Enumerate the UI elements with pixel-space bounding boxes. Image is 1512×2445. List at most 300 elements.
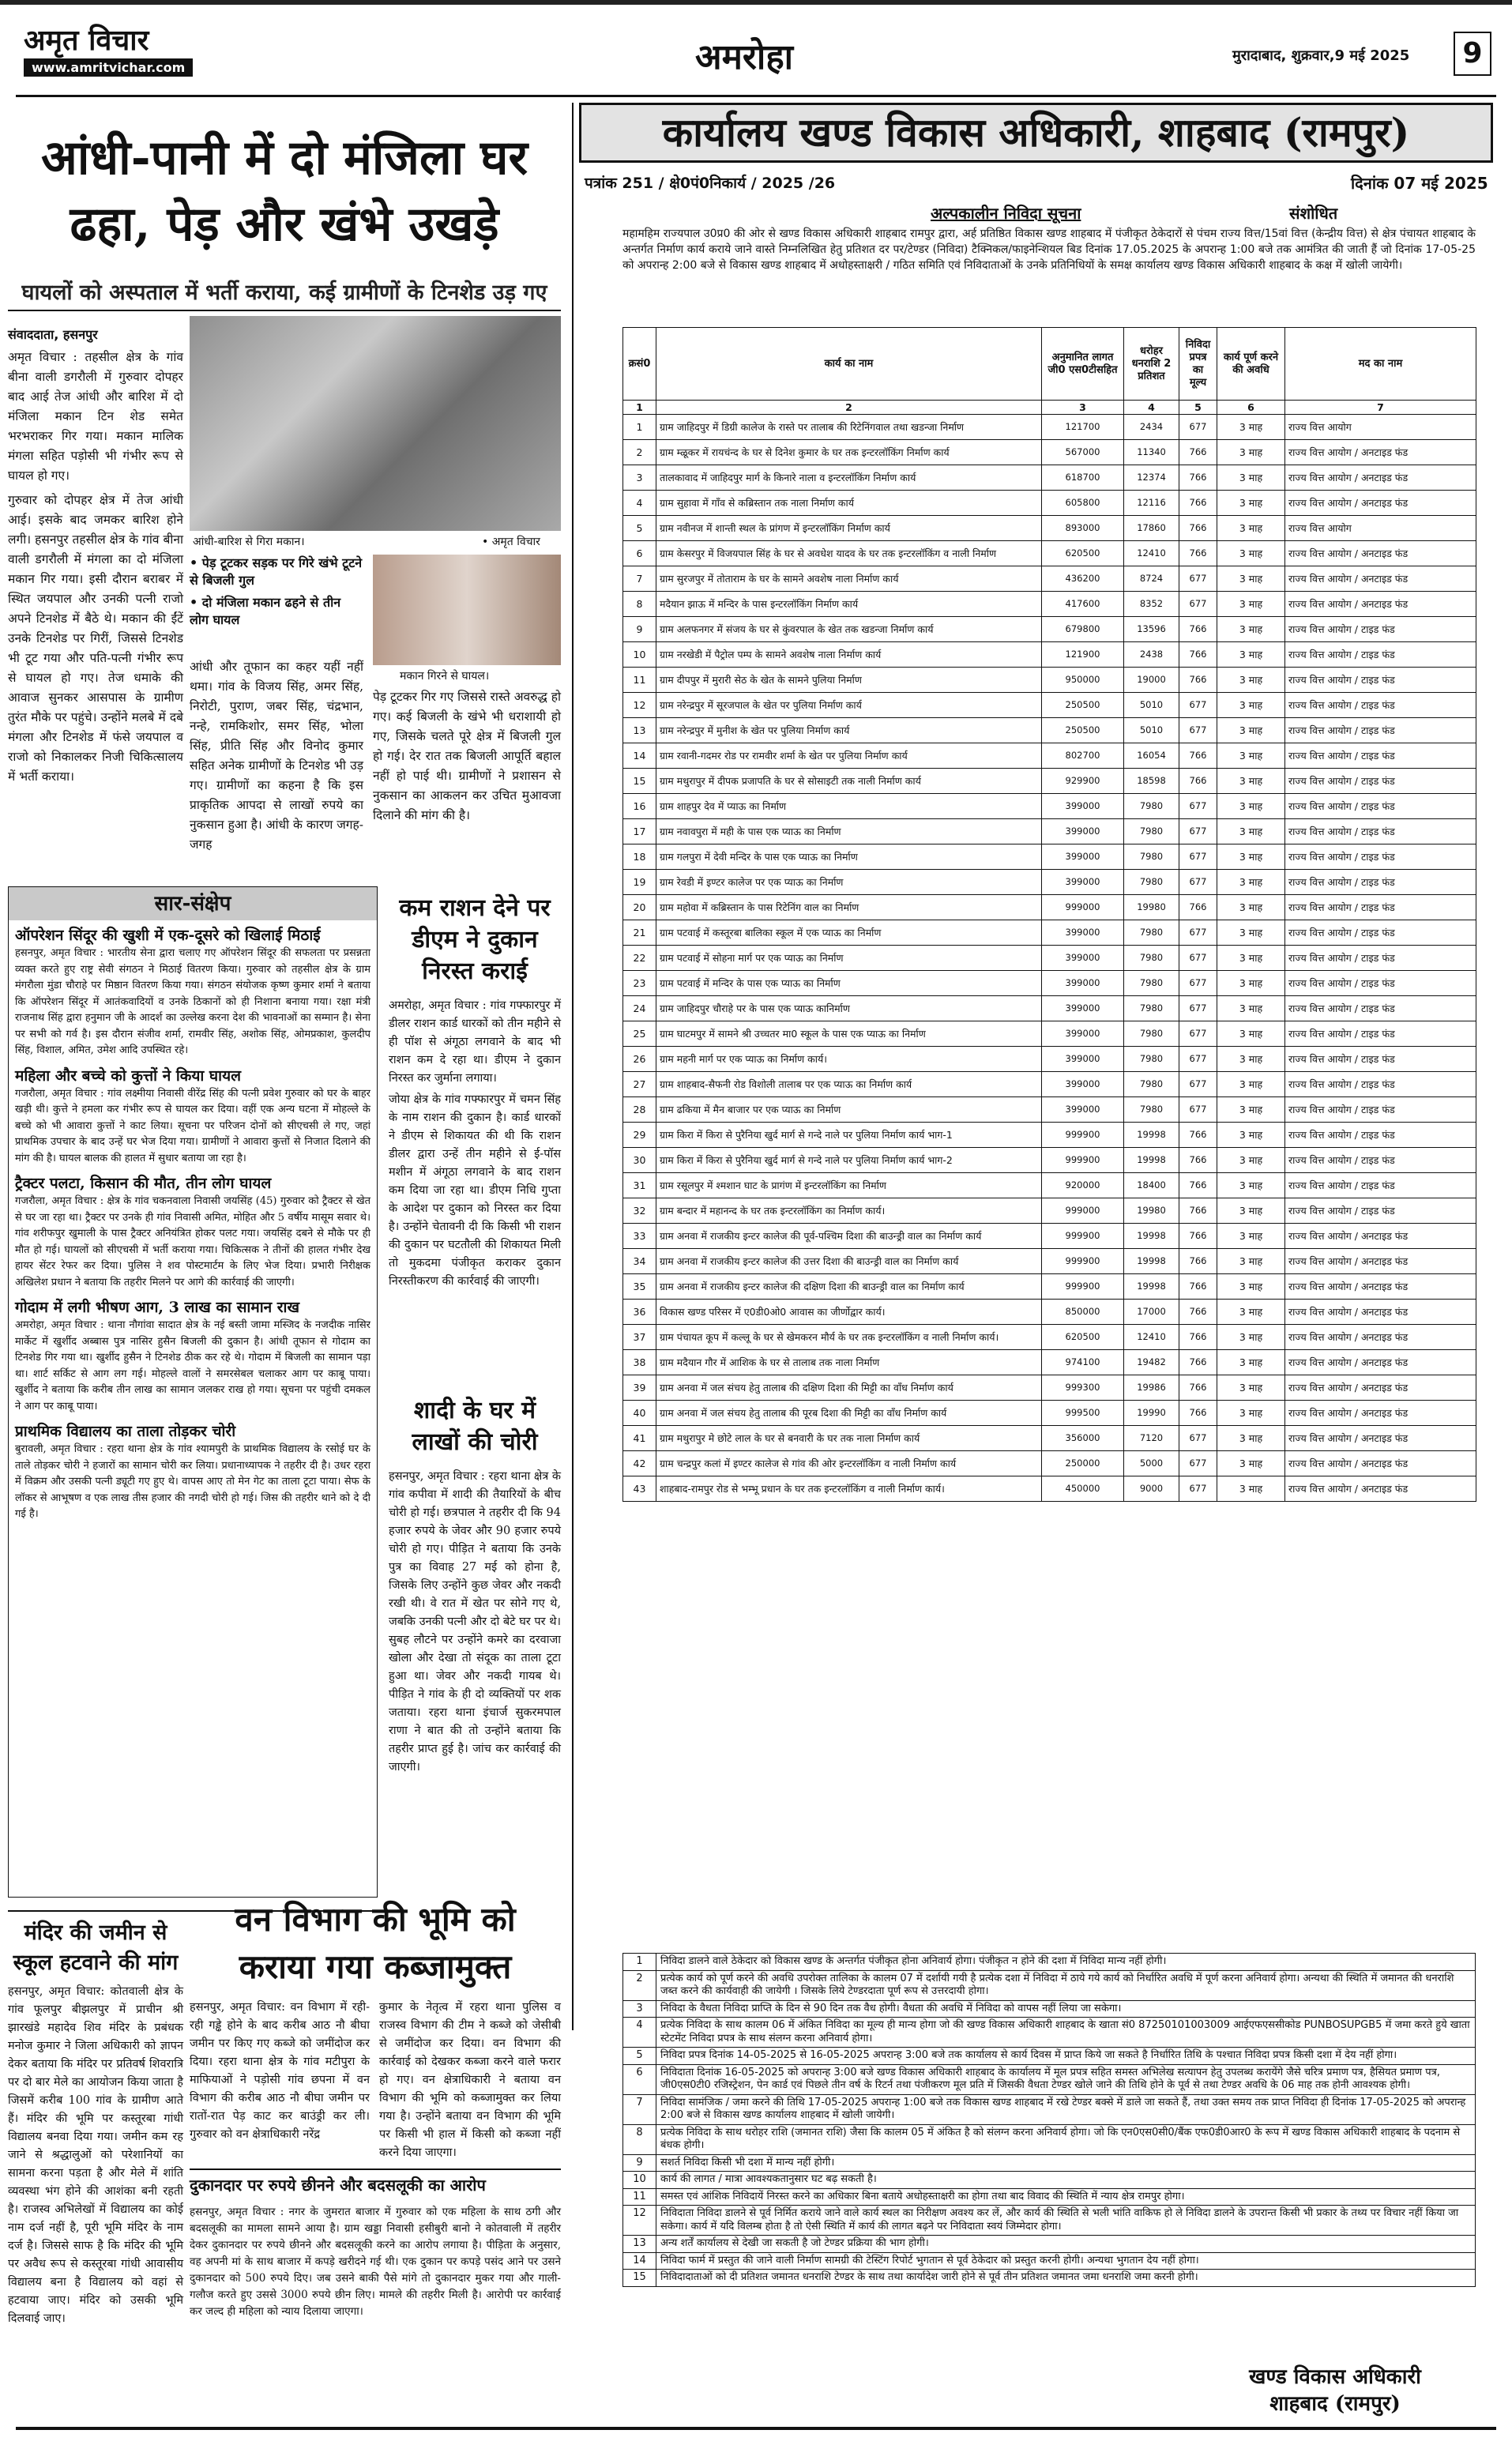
duration-cell: 3 माह <box>1217 642 1285 668</box>
condition-text: निविदा फार्म में प्रस्तुत की जाने वाली निर्माण सामग्री की टेस्टिंग रिपोर्ट भुगतान से पूर्व ठेकेदार को प्रस्तुत करनी होगी। अन्यथा भुगतान देय नहीं होगा। <box>656 2252 1476 2270</box>
forest-headline-line2: कराया गया कब्जामुक्त <box>239 1947 512 1986</box>
form-fee-cell: 766 <box>1179 895 1217 920</box>
deposit-cell: 2434 <box>1124 415 1179 440</box>
table-row <box>623 1274 1476 1300</box>
forest-headline <box>190 1896 561 1991</box>
table-row <box>623 541 1476 566</box>
deposit-cell: 16054 <box>1124 743 1179 769</box>
table-row <box>623 1325 1476 1350</box>
cost-cell: 450000 <box>1042 1476 1124 1502</box>
work-name-cell: ग्राम मथुरापुर में दीपक प्रजापति के घर से सोसाइटी तक नाली निर्माण कार्य <box>656 769 1042 794</box>
serial-cell: 13 <box>623 718 656 743</box>
duration-cell: 3 माह <box>1217 1375 1285 1401</box>
table-row <box>623 794 1476 819</box>
ration-headline: कम राशन देने पर डीएम ने दुकान निरस्त कराई <box>399 894 551 985</box>
brief-item <box>15 1066 370 1168</box>
form-fee-cell: 766 <box>1179 541 1217 566</box>
fund-head-cell: राज्य वित्त आयोग / अनटाइड फंड <box>1285 1401 1476 1426</box>
work-name-cell: ग्राम अलफनगर में संजय के घर से कुंवरपाल के खेत तक खडन्जा निर्माण कार्य <box>656 617 1042 642</box>
condition-text: कार्य की लागत / मात्रा आवश्यकतानुसार घट बढ़ सकती है। <box>656 2172 1476 2189</box>
condition-row <box>623 2018 1476 2048</box>
work-name-cell: ग्राम नरेन्द्रपुर में मुनीश के खेत पर पुलिया निर्माण कार्य <box>656 718 1042 743</box>
serial-cell: 24 <box>623 996 656 1021</box>
work-name-cell: ग्राम ढकिया में मैन बाजार पर एक प्याऊ का निर्माण <box>656 1097 1042 1123</box>
table-row <box>623 617 1476 642</box>
briefs-box <box>8 886 378 1898</box>
form-fee-cell: 766 <box>1179 440 1217 465</box>
form-fee-cell: 677 <box>1179 1072 1217 1097</box>
form-fee-cell: 766 <box>1179 465 1217 491</box>
form-fee-cell: 677 <box>1179 996 1217 1021</box>
brief-body: अमरोहा, अमृत विचार : थाना नौगांवा सादात क्षेत्र के नई बस्ती जामा मस्जिद के नजदीक नासिर मार्केट में खुर्शीद अब्बास पुत्र नासिर हुसैन बिजली की दुकान है। आंधी तूफान से गोदाम का टिनशेड गिर गया था। खुर्शीद हुसैन ने टिनशेड ठीक कर रहे थे। गोदाम में बिजली का सामान पड़ा था। शार्ट सर्किट से आग लग गई। मोहल्ले वालों ने समरसेबल चलाकर आग पर काबू पाया। खुर्शीद ने बताया कि करीब तीन लाख का सामान जलकर राख हो गया। सूचना पर पहुंची दमकल ने आग पर काबू पाया। <box>15 1319 370 1412</box>
col-header: कार्य का नाम <box>656 328 1042 401</box>
cost-cell: 417600 <box>1042 592 1124 617</box>
form-fee-cell: 766 <box>1179 516 1217 541</box>
serial-cell: 1 <box>623 415 656 440</box>
deposit-cell: 8724 <box>1124 566 1179 592</box>
brief-body: गजरौला, अमृत विचार : क्षेत्र के गांव चकनवाला निवासी जयसिंह (45) गुरुवार को ट्रैक्टर से खेत से घर जा रहा था। ट्रैक्टर पर उनके ही गांव निवासी अमित, मोहित और 5 वर्षीय मासूम सवार थे। गांव शरीफपुर खुमाली के पास ट्रैक्टर अनियंत्रित होकर पलट गया। जयसिंह दबने से मौके पर ही मौत हो गई। घायलों को सीएचसी में भर्ती कराया गया। चिकित्सक ने तीनों की हालत गंभीर देख हायर सेंटर रेफर कर दिया। पुलिस ने शव पोस्टमार्टम के लिए भेज दिया। प्रभारी निरीक्षक अखिलेश प्रधान ने बताया कि तहरीर मिलने पर आगे की कार्रवाई की जाएगी। <box>15 1195 370 1288</box>
cost-cell: 620500 <box>1042 541 1124 566</box>
brief-headline: गोदाम में लगी भीषण आग, 3 लाख का सामान राख <box>15 1299 300 1316</box>
lead-photo-credit: • अमृत विचार <box>482 536 540 548</box>
duration-cell: 3 माह <box>1217 1123 1285 1148</box>
duration-cell: 3 माह <box>1217 946 1285 971</box>
deposit-cell: 19986 <box>1124 1375 1179 1401</box>
duration-cell: 3 माह <box>1217 668 1285 693</box>
masthead-rule <box>16 95 1496 97</box>
serial-cell: 7 <box>623 566 656 592</box>
table-row <box>623 819 1476 844</box>
table-row <box>623 1021 1476 1047</box>
deposit-cell: 7980 <box>1124 996 1179 1021</box>
work-name-cell: ग्राम महनी मार्ग पर एक प्याऊ का निर्माण कार्य। <box>656 1047 1042 1072</box>
fund-head-cell: राज्य वित्त आयोग / टाइड फंड <box>1285 971 1476 996</box>
work-name-cell: ग्राम नरेन्द्रपुर में सूरजपाल के खेत पर पुलिया निर्माण कार्य <box>656 693 1042 718</box>
brief-headline: ऑपरेशन सिंदूर की खुशी में एक-दूसरे को खिलाई मिठाई <box>15 927 321 944</box>
serial-cell: 6 <box>623 541 656 566</box>
condition-text: प्रत्येक कार्य को पूर्ण करने की अवधि उपरोक्त तालिका के कालम 07 में दर्शायी गयी है प्रत्येक दशा में निविदा में ठाये गये कार्य को निर्धारित अवधि में पूर्ण करना अनिवार्य होगा। अन्यथा की स्थिति में जमानत की धनराशि जब्त करने की कार्यवाही की जायेगी । जिसके लिये टेण्डरदाता पूर्ण रूप से उत्तरदायी होगा। <box>656 1970 1476 2000</box>
form-fee-cell: 766 <box>1179 743 1217 769</box>
form-fee-cell: 677 <box>1179 1451 1217 1476</box>
form-fee-cell: 677 <box>1179 819 1217 844</box>
table-row <box>623 1350 1476 1375</box>
cost-cell: 436200 <box>1042 566 1124 592</box>
work-name-cell: ग्राम नरखेडी में पैट्रोल पम्प के सामने अवशेष नाला निर्माण कार्य <box>656 642 1042 668</box>
serial-cell: 11 <box>623 668 656 693</box>
serial-cell: 3 <box>623 465 656 491</box>
duration-cell: 3 माह <box>1217 1300 1285 1325</box>
cost-cell: 605800 <box>1042 491 1124 516</box>
work-name-cell: ग्राम सुरजपुर में तोताराम के घर के सामने अवशेष नाला निर्माण कार्य <box>656 566 1042 592</box>
table-row <box>623 566 1476 592</box>
work-name-cell: ग्राम पटवाई में मन्दिर के पास एक प्याऊ का निर्माण <box>656 971 1042 996</box>
deposit-cell: 7980 <box>1124 1097 1179 1123</box>
form-fee-cell: 677 <box>1179 415 1217 440</box>
cost-cell: 399000 <box>1042 870 1124 895</box>
fund-head-cell: राज्य वित्त आयोग / टाइड फंड <box>1285 844 1476 870</box>
condition-text: समस्त एवं आंशिक निविदायें निरस्त करने का अधिकार बिना बताये अधोहस्ताक्षरी का होगा तथा बाद विवाद की स्थिति में न्याय क्षेत्र रामपुर होगा। <box>656 2188 1476 2206</box>
work-name-cell: ग्राम बन्दार में महानन्द के घर तक इन्टरलॉकिंग का निर्माण कार्य। <box>656 1198 1042 1224</box>
cost-cell: 399000 <box>1042 946 1124 971</box>
duration-cell: 3 माह <box>1217 996 1285 1021</box>
duration-cell: 3 माह <box>1217 1426 1285 1451</box>
deposit-cell: 19980 <box>1124 895 1179 920</box>
col-header: निविदा प्रपत्र का मूल्य <box>1179 328 1217 401</box>
deposit-cell: 7120 <box>1124 1426 1179 1451</box>
deposit-cell: 5010 <box>1124 693 1179 718</box>
fund-head-cell: राज्य वित्त आयोग / टाइड फंड <box>1285 1047 1476 1072</box>
deposit-cell: 19000 <box>1124 668 1179 693</box>
dateline: मुरादाबाद, शुक्रवार,9 मई 2025 <box>1232 47 1410 64</box>
lead-bullet-1: • पेड़ टूटकर सड़क पर गिरे खंभे टूटने से बिजली गुल <box>190 555 363 588</box>
form-fee-cell: 766 <box>1179 1198 1217 1224</box>
work-name-cell: ग्राम किरा में किरा से पुरैनिया खुर्द मार्ग से गन्दे नाले पर पुलिया निर्माण कार्य भाग-1 <box>656 1123 1042 1148</box>
bottom-rule <box>16 2427 1496 2430</box>
work-name-cell: ग्राम मथुरापुर मे छोटे लाल के घर से बनवारी के घर तक नाला निर्माण कार्य <box>656 1426 1042 1451</box>
work-name-cell: ग्राम म्ळूकर में रायचंन्द के घर से दिनेश कुमार के घर तक इन्टरलॉकिंग निर्माण कार्य <box>656 440 1042 465</box>
serial-cell: 30 <box>623 1148 656 1173</box>
masthead-logo <box>24 22 205 101</box>
form-fee-cell: 677 <box>1179 1047 1217 1072</box>
serial-cell: 26 <box>623 1047 656 1072</box>
work-name-cell: ग्राम पटवाई में कस्तूरबा बालिका स्कूल में एक प्याऊ का निर्माण <box>656 920 1042 946</box>
cost-cell: 999000 <box>1042 895 1124 920</box>
table-row <box>623 920 1476 946</box>
index-cell: 5 <box>1179 401 1217 415</box>
serial-cell: 43 <box>623 1476 656 1502</box>
index-cell: 3 <box>1042 401 1124 415</box>
work-name-cell: ग्राम अनवा में राजकीय इन्टर कालेज की दक्षिण दिशा की बाउन्ड्री वाल का निर्माण कार्य <box>656 1274 1042 1300</box>
lead-subhead: घायलों को अस्पताल में भर्ती कराया, कई ग्रामीणों के टिनशेड उड़ गए <box>21 280 547 305</box>
deposit-cell: 5010 <box>1124 718 1179 743</box>
form-fee-cell: 677 <box>1179 1097 1217 1123</box>
form-fee-cell: 766 <box>1179 1123 1217 1148</box>
form-fee-cell: 766 <box>1179 1401 1217 1426</box>
condition-number: 3 <box>623 2000 656 2018</box>
tender-ref: पत्रांक 251 / क्षे0पं0निकार्य / 2025 /26 <box>585 175 836 192</box>
fund-head-cell: राज्य वित्त आयोग / अनटाइड फंड <box>1285 1426 1476 1451</box>
condition-row <box>623 2154 1476 2172</box>
work-name-cell: ग्राम अनवा में जल संचय हेतु तालाब की पूरब दिशा की मिट्टी का वाँध निर्माण कार्य <box>656 1401 1042 1426</box>
serial-cell: 28 <box>623 1097 656 1123</box>
form-fee-cell: 766 <box>1179 1350 1217 1375</box>
cost-cell: 950000 <box>1042 668 1124 693</box>
fund-head-cell: राज्य वित्त आयोग <box>1285 516 1476 541</box>
deposit-cell: 7980 <box>1124 844 1179 870</box>
deposit-cell: 18400 <box>1124 1173 1179 1198</box>
deposit-cell: 7980 <box>1124 1047 1179 1072</box>
table-row <box>623 1249 1476 1274</box>
paper-name: अमृत विचार <box>24 24 149 57</box>
deposit-cell: 7980 <box>1124 1021 1179 1047</box>
table-row <box>623 1375 1476 1401</box>
table-row <box>623 1451 1476 1476</box>
work-name-cell: ग्राम दीपपुर में मुरारी सेठ के खेत के सामने पुलिया निर्माण <box>656 668 1042 693</box>
tender-rows <box>623 415 1476 1502</box>
duration-cell: 3 माह <box>1217 440 1285 465</box>
work-name-cell: ग्राम अनवा में जल संचय हेतु तालाब की दक्षिण दिशा की मिट्टी का वाँध निर्माण कार्य <box>656 1375 1042 1401</box>
lead-photo-collapsed-house <box>190 316 561 531</box>
tender-table <box>622 327 1476 1502</box>
form-fee-cell: 766 <box>1179 1148 1217 1173</box>
serial-cell: 35 <box>623 1274 656 1300</box>
fund-head-cell: राज्य वित्त आयोग / अनटाइड फंड <box>1285 566 1476 592</box>
cost-cell: 399000 <box>1042 1021 1124 1047</box>
signature-title: खण्ड विकास अधिकारी <box>1249 2365 1421 2389</box>
duration-cell: 3 माह <box>1217 1021 1285 1047</box>
fund-head-cell: राज्य वित्त आयोग / टाइड फंड <box>1285 1097 1476 1123</box>
tender-title: अल्पकालीन निविदा सूचना <box>931 204 1081 223</box>
signature-place: शाहबाद (रामपुर) <box>1269 2392 1401 2416</box>
brief-body: हसनपुर, अमृत विचार : भारतीय सेना द्वारा चलाए गए ऑपरेशन सिंदूर की सफलता पर प्रसन्नता व्यक्त करते हुए राष्ट्र सेवी संगठन ने मिठाई वितरण किया। गुरुवार को तहसील क्षेत्र के ग्राम मंगरौला मुंडा चौराहे पर मिष्ठान वितरण किया गया। संगठन संयोजक कृष्ण कुमार शर्मा ने बताया कि ऑपरेशन सिंदूर में आतंकवादियों व उनके ठिकानों को ही निशाना बनाया गया। रक्षा मंत्री राजनाथ सिंह द्वारा हनुमान जी के आदर्श का उल्लेख करना देश की भावनाओं का सम्मान है। सेना पर सभी को गर्व है। इस दौरान संजीव शर्मा, रामवीर सिंह, अशोक सिंह, ओमप्रकाश, कुलदीप सिंह, विशाल, अमित, उमेश आदि उपस्थित रहे। <box>15 947 370 1056</box>
deposit-cell: 19998 <box>1124 1249 1179 1274</box>
condition-text: निविदा प्रपत्र दिनांक 14-05-2025 से 16-05-2025 अपरान्ह 3:00 बजे तक कार्यालय से कार्य दिवस में प्राप्त किये जा सकते है निर्धारित तिथि के पश्चात निविदा प्रपत्र किसी दशा में देय नहीं होगा। <box>656 2048 1476 2065</box>
lead-photo-caption: आंधी-बारिश से गिरा मकान। <box>193 536 305 548</box>
table-row <box>623 870 1476 895</box>
table-row <box>623 440 1476 465</box>
form-fee-cell: 677 <box>1179 794 1217 819</box>
briefs-title: सार-संक्षेप <box>9 887 377 920</box>
forest-col2: कुमार के नेतृत्व में रहरा थाना पुलिस व राजस्व विभाग की टीम ने कब्जे को जेसीबी से जमींदोज कर दिया। वन विभाग की कार्रवाई को देखकर कब्जा करने वाले फरार हो गए। वन क्षेत्राधिकारी ने बताया वन विभाग की भूमि को कब्जामुक्त कर लिया गया है। उन्होंने बताया वन विभाग की भूमि पर किसी भी हाल में किसी को कब्जा नहीं करने दिया जाएगा। <box>379 2001 561 2159</box>
duration-cell: 3 माह <box>1217 415 1285 440</box>
fund-head-cell: राज्य वित्त आयोग / टाइड फंड <box>1285 1148 1476 1173</box>
form-fee-cell: 677 <box>1179 693 1217 718</box>
cost-cell: 999900 <box>1042 1224 1124 1249</box>
table-row <box>623 946 1476 971</box>
duration-cell: 3 माह <box>1217 566 1285 592</box>
form-fee-cell: 766 <box>1179 1249 1217 1274</box>
serial-cell: 29 <box>623 1123 656 1148</box>
serial-cell: 9 <box>623 617 656 642</box>
duration-cell: 3 माह <box>1217 1274 1285 1300</box>
fund-head-cell: राज्य वित्त आयोग / अनटाइड फंड <box>1285 1274 1476 1300</box>
fund-head-cell: राज्य वित्त आयोग / टाइड फंड <box>1285 668 1476 693</box>
form-fee-cell: 677 <box>1179 1476 1217 1502</box>
duration-cell: 3 माह <box>1217 693 1285 718</box>
condition-text: निविदादाताओं को दी प्रतिशत जमानत धनराशि टेण्डर के साथ तथा कार्यादेश जारी होने से पूर्व तीन प्रतिशत जमानत जमा धनराशि जमा करनी होगी। <box>656 2270 1476 2287</box>
cost-cell: 121700 <box>1042 415 1124 440</box>
tender-intro: महामहिम राज्यपाल उ0प्र0 की ओर से खण्ड विकास अधिकारी शाहबाद रामपुर द्वारा, अर्ह प्रतिष्ठित विकास खण्ड शाहबाद में पंजीकृत ठेकेदारों से पंचम राज्य वित्त/15वां वित्त (केन्द्रीय वित्त) से क्षेत्र पंचायत शाहबाद के अन्तर्गत निर्माण कार्य कराये जाने वास्ते निम्नलिखित हेतु प्रतिशत दर पर/टेण्डर (निविदा) टैक्निकल/फाइनेन्शियल बिड दिनांक 17.05.2025 के अपरान्ह 1:00 बजे तक आमंत्रित की जाती हैं जो दिनांक 17-05-25 को अपरान्ह 2:00 बजे से विकास खण्ड शाहबाद में अधोहस्ताक्षरी / गठित समिति एवं निविदाताओं के उनके प्रतिनिधियों के समक्ष कार्यालय खण्ड विकास अधिकारी शाहबाद के कक्ष में खोली जायेगी। <box>622 228 1476 272</box>
form-fee-cell: 677 <box>1179 946 1217 971</box>
condition-number: 11 <box>623 2188 656 2206</box>
form-fee-cell: 766 <box>1179 769 1217 794</box>
duration-cell: 3 माह <box>1217 516 1285 541</box>
form-fee-cell: 766 <box>1179 491 1217 516</box>
cost-cell: 399000 <box>1042 920 1124 946</box>
duration-cell: 3 माह <box>1217 465 1285 491</box>
top-bar <box>0 0 1512 5</box>
deposit-cell: 11340 <box>1124 440 1179 465</box>
duration-cell: 3 माह <box>1217 1451 1285 1476</box>
deposit-cell: 19998 <box>1124 1274 1179 1300</box>
cost-cell: 567000 <box>1042 440 1124 465</box>
deposit-cell: 12410 <box>1124 541 1179 566</box>
condition-number: 5 <box>623 2048 656 2065</box>
lead-headline-line2: ढहा, पेड़ और खंभे उखड़े <box>70 197 499 252</box>
lead-headline-line1: आंधी-पानी में दो मंजिला घर <box>40 130 528 186</box>
cost-cell: 399000 <box>1042 1047 1124 1072</box>
duration-cell: 3 माह <box>1217 743 1285 769</box>
serial-cell: 36 <box>623 1300 656 1325</box>
deposit-cell: 7980 <box>1124 946 1179 971</box>
table-row <box>623 1476 1476 1502</box>
condition-text: सशर्त निविदा किसी भी दशा में मान्य नहीं होगी। <box>656 2154 1476 2172</box>
work-name-cell: मदैयान झाऊ में मन्दिर के पास इन्टरलॉकिंग निर्माण कार्य <box>656 592 1042 617</box>
cost-cell: 920000 <box>1042 1173 1124 1198</box>
deposit-cell: 19998 <box>1124 1123 1179 1148</box>
column-divider <box>572 103 574 2030</box>
deposit-cell: 12410 <box>1124 1325 1179 1350</box>
brief-headline: ट्रैक्टर पलटा, किसान की मौत, तीन लोग घायल <box>15 1175 272 1192</box>
duration-cell: 3 माह <box>1217 1401 1285 1426</box>
work-name-cell: ग्राम पटवाई में सोहना मार्ग पर एक प्याऊ का निर्माण <box>656 946 1042 971</box>
cost-cell: 999300 <box>1042 1375 1124 1401</box>
cost-cell: 999900 <box>1042 1148 1124 1173</box>
condition-row <box>623 1954 1476 1971</box>
cost-cell: 399000 <box>1042 971 1124 996</box>
deposit-cell: 5000 <box>1124 1451 1179 1476</box>
fund-head-cell: राज्य वित्त आयोग / अनटाइड फंड <box>1285 1350 1476 1375</box>
cost-cell: 250500 <box>1042 693 1124 718</box>
page-number: 9 <box>1454 32 1491 76</box>
serial-cell: 39 <box>623 1375 656 1401</box>
duration-cell: 3 माह <box>1217 1097 1285 1123</box>
col-header: अनुमानित लागत जी0 एस0टीसहित <box>1042 328 1124 401</box>
duration-cell: 3 माह <box>1217 617 1285 642</box>
condition-row <box>623 2172 1476 2189</box>
form-fee-cell: 677 <box>1179 870 1217 895</box>
lead-byline: संवाददाता, हसनपुर <box>8 327 98 342</box>
work-name-cell: ग्राम चन्द्रपुर कलां में इण्टर कालेज से गांव की ओर इन्टरलॉकिंग व नाली निर्माण कार्य <box>656 1451 1042 1476</box>
cost-cell: 999900 <box>1042 1123 1124 1148</box>
fund-head-cell: राज्य वित्त आयोग / टाइड फंड <box>1285 642 1476 668</box>
table-row <box>623 1148 1476 1173</box>
deposit-cell: 19980 <box>1124 1198 1179 1224</box>
fund-head-cell: राज्य वित्त आयोग / अनटाइड फंड <box>1285 465 1476 491</box>
fund-head-cell: राज्य वित्त आयोग / टाइड फंड <box>1285 718 1476 743</box>
work-name-cell: ग्राम गलपुरा में देवी मन्दिर के पास एक प्याऊ का निर्माण <box>656 844 1042 870</box>
deposit-cell: 13596 <box>1124 617 1179 642</box>
fund-head-cell: राज्य वित्त आयोग / अनटाइड फंड <box>1285 1451 1476 1476</box>
cost-cell: 618700 <box>1042 465 1124 491</box>
deposit-cell: 7980 <box>1124 1072 1179 1097</box>
work-name-cell: ग्राम नवीनज में शान्ती स्थल के प्रांगण में इन्टरलॉकिंग निर्माण कार्य <box>656 516 1042 541</box>
condition-row <box>623 2000 1476 2018</box>
duration-cell: 3 माह <box>1217 718 1285 743</box>
form-fee-cell: 677 <box>1179 971 1217 996</box>
fund-head-cell: राज्य वित्त आयोग / अनटाइड फंड <box>1285 1300 1476 1325</box>
injured-caption: मकान गिरने से घायल। <box>400 670 490 683</box>
cost-cell: 250000 <box>1042 1451 1124 1476</box>
duration-cell: 3 माह <box>1217 920 1285 946</box>
work-name-cell: ग्राम अनवा में राजकीय इन्टर कालेज की पूर्व-पश्चिम दिशा की बाउन्ड्री वाल का निर्माण कार्य <box>656 1224 1042 1249</box>
cost-cell: 399000 <box>1042 996 1124 1021</box>
deposit-cell: 7980 <box>1124 794 1179 819</box>
cost-cell: 929900 <box>1042 769 1124 794</box>
work-name-cell: ग्राम शाहपुर देव में प्याऊ का निर्माण <box>656 794 1042 819</box>
table-row <box>623 1072 1476 1097</box>
fund-head-cell: राज्य वित्त आयोग / अनटाइड फंड <box>1285 1375 1476 1401</box>
forest-col1: हसनपुर, अमृत विचार: वन विभाग में रही-रही गड्ढे होने के बाद करीब आठ नौ बीघा जमीन पर किए गए कब्जे को जमींदोज कर दिया। रहरा थाना क्षेत्र के गांव मटीपुरा के माफियाओं ने पड़ोसी गांव छपना में वन विभाग की करीब आठ नौ बीघा जमीन पर रातों-रात पेड़ काट कर बाउंड्री कर ली। गुरुवार को वन क्षेत्राधिकारी नरेंद्र <box>190 2001 370 2141</box>
deposit-cell: 19998 <box>1124 1148 1179 1173</box>
condition-row <box>623 2206 1476 2236</box>
form-fee-cell: 677 <box>1179 718 1217 743</box>
work-name-cell: ग्राम मदैयान गौर में आशिक के घर से तालाब तक नाला निर्माण <box>656 1350 1042 1375</box>
index-cell: 6 <box>1217 401 1285 415</box>
fund-head-cell: राज्य वित्त आयोग / टाइड फंड <box>1285 769 1476 794</box>
duration-cell: 3 माह <box>1217 491 1285 516</box>
serial-cell: 8 <box>623 592 656 617</box>
duration-cell: 3 माह <box>1217 541 1285 566</box>
fund-head-cell: राज्य वित्त आयोग / टाइड फंड <box>1285 895 1476 920</box>
form-fee-cell: 766 <box>1179 1224 1217 1249</box>
work-name-cell: ग्राम जाहिदपुर चौराहे पर के पास एक प्याऊ कानिर्माण <box>656 996 1042 1021</box>
cost-cell: 850000 <box>1042 1300 1124 1325</box>
table-row <box>623 1401 1476 1426</box>
table-row <box>623 996 1476 1021</box>
fund-head-cell: राज्य वित्त आयोग / टाइड फंड <box>1285 693 1476 718</box>
cost-cell: 893000 <box>1042 516 1124 541</box>
duration-cell: 3 माह <box>1217 844 1285 870</box>
fund-head-cell: राज्य वित्त आयोग / टाइड फंड <box>1285 920 1476 946</box>
fund-head-cell: राज्य वित्त आयोग / टाइड फंड <box>1285 1173 1476 1198</box>
table-row <box>623 1300 1476 1325</box>
table-row <box>623 516 1476 541</box>
condition-number: 4 <box>623 2018 656 2048</box>
serial-cell: 18 <box>623 844 656 870</box>
serial-cell: 5 <box>623 516 656 541</box>
brief-headline: महिला और बच्चे को कुत्तों ने किया घायल <box>15 1066 241 1085</box>
fund-head-cell: राज्य वित्त आयोग / टाइड फंड <box>1285 617 1476 642</box>
fund-head-cell: राज्य वित्त आयोग / टाइड फंड <box>1285 996 1476 1021</box>
table-row <box>623 592 1476 617</box>
table-row <box>623 1426 1476 1451</box>
form-fee-cell: 766 <box>1179 1300 1217 1325</box>
duration-cell: 3 माह <box>1217 819 1285 844</box>
condition-text: अन्य शर्तें कार्यालय से देखी जा सकती है जो टेण्डर प्रक्रिया की भाग होगी। <box>656 2236 1476 2253</box>
serial-cell: 22 <box>623 946 656 971</box>
deposit-cell: 9000 <box>1124 1476 1179 1502</box>
site-url[interactable]: www.amritvichar.com <box>24 58 193 77</box>
serial-cell: 33 <box>623 1224 656 1249</box>
form-fee-cell: 677 <box>1179 1426 1217 1451</box>
jewel-body: हसनपुर, अमृत विचार : नगर के जुमरात बाजार में गुरुवार को एक महिला के साथ ठगी और बदसलूकी का मामला सामने आया है। ग्राम खड्डा निवासी हसीबुरी बानो ने कोतवाली में तहरीर देकर दुकानदार पर रुपये छीनने और बदसलूकी करने का आरोप लगाया है। पीड़िता के अनुसार, वह अपनी मां के साथ बाजार में कपड़े खरीदने गई थी। एक दुकान पर कपड़े पसंद आने पर उसने दुकानदार को 500 रुपये दिए। जब उसने बाकी पैसे मांगे तो दुकानदार मुकर गया और गाली-गलौज करते हुए उससे 3000 रुपये छीन लिए। मामले की तहरीर मिली है। आरोपी पर कार्रवाई कर जल्द ही महिला को न्याय दिलाया जाएगा। <box>190 2206 561 2318</box>
temple-body: हसनपुर, अमृत विचार: कोतवाली क्षेत्र के गांव फूलपुर बीझलपुर में प्राचीन श्री झारखंडे महादेव शिव मंदिर के प्रबंधक मनोज कुमार ने जिला अधिकारी को ज्ञापन देकर बताया कि मंदिर पर प्रतिवर्ष शिवरात्रि पर दो बार मेले का आयोजन किया जाता है जिसमें करीब 100 गांव के ग्रामीण आते हैं। मंदिर की भूमि पर कस्तूरबा गांधी विद्यालय बनवा दिया गया। जमीन कम रह जाने से श्रद्धालुओं को परेशानियों का सामना करना पड़ता है और मेले में शांति व्यवस्था भंग होने की आशंका बनी रहती है। राजस्व अभिलेखों में विद्यालय का कोई नाम दर्ज नहीं है, पूरी भूमि मंदिर के नाम दर्ज है। जिससे साफ है कि मंदिर की भूमि पर अवैध रूप से कस्तूरबा गांधी आवासीय विद्यालय बना है विद्यालय को वहां से हटवाया जाए। मंदिर को उसकी भूमि दिलवाई जाए। <box>8 1985 183 2325</box>
work-name-cell: ग्राम किरा में किरा से पुरैनिया खुर्द मार्ग से गन्दे नाले पर पुलिया निर्माण कार्य भाग-2 <box>656 1148 1042 1173</box>
condition-row <box>623 2188 1476 2206</box>
serial-cell: 25 <box>623 1021 656 1047</box>
duration-cell: 3 माह <box>1217 1325 1285 1350</box>
work-name-cell: ग्राम अनवा में राजकीय इन्टर कालेज की उत्तर दिशा की बाउन्ड्री वाल का निर्माण कार्य <box>656 1249 1042 1274</box>
col-header: क्रसं0 <box>623 328 656 401</box>
work-name-cell: ग्राम जाहिदपुर में डिग्री कालेज के रास्ते पर तालाब की रिटेनिंगवाल तथा खडन्जा निर्माण <box>656 415 1042 440</box>
deposit-cell: 12374 <box>1124 465 1179 491</box>
duration-cell: 3 माह <box>1217 769 1285 794</box>
fund-head-cell: राज्य वित्त आयोग / अनटाइड फंड <box>1285 541 1476 566</box>
work-name-cell: ग्राम रसूलपुर में श्मशान घाट के प्रागंण में इन्टरलॉकिंग का निर्माण <box>656 1173 1042 1198</box>
cost-cell: 399000 <box>1042 794 1124 819</box>
serial-cell: 14 <box>623 743 656 769</box>
tender-revised: संशोधित <box>1289 204 1338 223</box>
ration-body-p1: अमरोहा, अमृत विचार : गांव गफ्फारपुर में डीलर राशन कार्ड धारकों को तीन महीने से ही पॉश से अंगूठा लगवाने के बाद भी राशन कम दे रहा था। डीएम ने दुकान निरस्त कर जुर्माना लगाया। <box>389 999 561 1085</box>
tender-banner: कार्यालय खण्ड विकास अधिकारी, शाहबाद (रामपुर) <box>579 103 1493 163</box>
condition-number: 10 <box>623 2172 656 2189</box>
cost-cell: 999900 <box>1042 1249 1124 1274</box>
cost-cell: 802700 <box>1042 743 1124 769</box>
duration-cell: 3 माह <box>1217 870 1285 895</box>
cost-cell: 999500 <box>1042 1401 1124 1426</box>
condition-number: 1 <box>623 1954 656 1971</box>
